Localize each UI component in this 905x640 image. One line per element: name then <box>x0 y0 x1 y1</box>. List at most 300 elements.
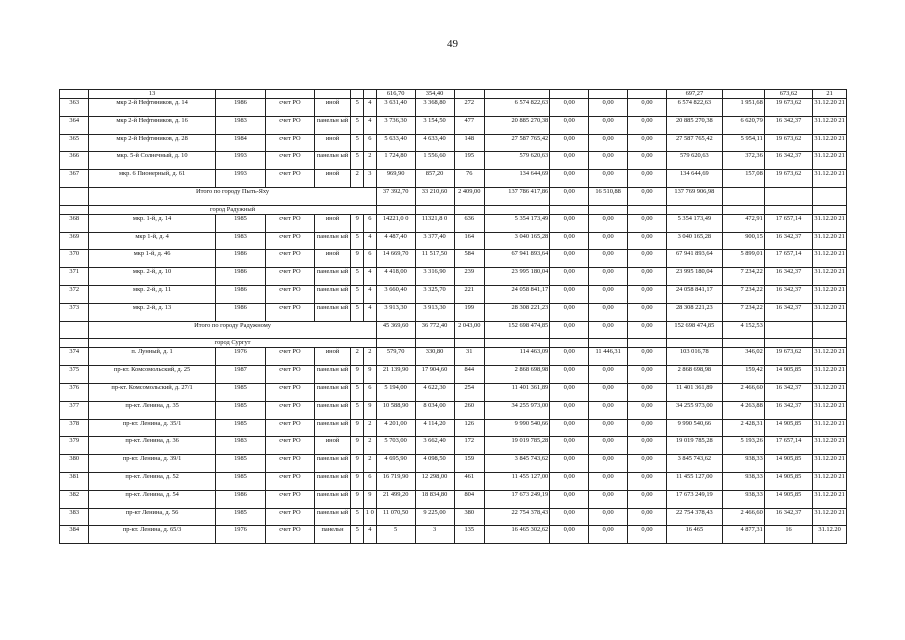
table-cell: 5 <box>351 134 364 152</box>
table-cell: 20 885 270,38 <box>485 116 550 134</box>
table-cell: п. Лунный, д. 1 <box>89 348 215 366</box>
table-cell: панельн ый <box>314 472 351 490</box>
table-cell: панельн ый <box>314 285 351 303</box>
table-cell: 3 316,90 <box>415 268 454 286</box>
table-cell: 1986 <box>215 303 266 321</box>
table-cell: счет РО <box>266 348 314 366</box>
table-cell: 0,00 <box>550 152 589 170</box>
table-cell: 31.12.20 21 <box>813 99 847 117</box>
table-cell: мкр. 2-й, д. 10 <box>89 268 215 286</box>
table-cell: 27 587 765,42 <box>485 134 550 152</box>
table-cell: 3 660,40 <box>376 285 415 303</box>
table-cell: 2 466,60 <box>722 508 764 526</box>
table-cell: 4 263,88 <box>722 401 764 419</box>
table-cell: 0,00 <box>628 285 667 303</box>
table-row <box>60 250 847 268</box>
table-cell: счет РО <box>266 366 314 384</box>
table-cell: счет РО <box>266 437 314 455</box>
table-cell: 6 <box>364 472 377 490</box>
total-row <box>60 321 847 339</box>
table-cell: 0,00 <box>589 232 628 250</box>
table-cell: 354,40 <box>415 90 454 99</box>
table-cell: 159 <box>454 455 485 473</box>
table-cell: 375 <box>60 366 89 384</box>
table-cell: 3 913,30 <box>415 303 454 321</box>
table-cell: 579 620,63 <box>666 152 722 170</box>
table-row <box>60 508 847 526</box>
table-cell: 11 517,50 <box>415 250 454 268</box>
table-cell <box>454 339 485 348</box>
table-cell: пр-кт. Комсомольский, д. 25 <box>89 366 215 384</box>
table-cell: 0,00 <box>550 383 589 401</box>
table-cell: 31.12.20 21 <box>813 401 847 419</box>
table-cell: 804 <box>454 490 485 508</box>
table-cell: 12 298,00 <box>415 472 454 490</box>
table-cell: 0,00 <box>628 437 667 455</box>
table-cell: 0,00 <box>550 285 589 303</box>
table-cell: счет РО <box>266 508 314 526</box>
table-cell: мкр. 6 Пионерный, д. 61 <box>89 170 215 188</box>
table-cell: 2 428,31 <box>722 419 764 437</box>
table-cell <box>364 90 377 99</box>
table-cell: 6 <box>364 134 377 152</box>
table-cell <box>722 205 764 214</box>
table-cell: 24 058 841,17 <box>485 285 550 303</box>
table-cell: 380 <box>454 508 485 526</box>
table-cell: 11 455 127,00 <box>666 472 722 490</box>
table-cell: 31.12.20 21 <box>813 455 847 473</box>
table-cell: 0,00 <box>589 170 628 188</box>
table-cell: 9 <box>351 366 364 384</box>
table-cell: 636 <box>454 214 485 232</box>
table-cell: 4 201,00 <box>376 419 415 437</box>
table-cell: 376 <box>60 383 89 401</box>
table-cell: 16 342,37 <box>764 383 812 401</box>
table-cell: счет РО <box>266 134 314 152</box>
table-cell: 2 466,60 <box>722 383 764 401</box>
table-cell: иной <box>314 250 351 268</box>
table-cell: 3 662,40 <box>415 437 454 455</box>
table-cell: 378 <box>60 419 89 437</box>
table-cell: 6 <box>364 383 377 401</box>
table-cell: панельн ый <box>314 268 351 286</box>
table-cell: 0,00 <box>628 526 667 544</box>
total-cell: 2 409,00 <box>454 187 485 205</box>
table-row <box>60 419 847 437</box>
table-cell: 17 673 249,19 <box>485 490 550 508</box>
table-cell: 9 990 540,66 <box>485 419 550 437</box>
table-cell: 0,00 <box>589 366 628 384</box>
table-cell: 2 868 698,98 <box>666 366 722 384</box>
table-cell: 0,00 <box>628 268 667 286</box>
total-cell: 137 786 417,86 <box>485 187 550 205</box>
table-cell: 0,00 <box>628 508 667 526</box>
table-cell: 134 644,69 <box>485 170 550 188</box>
total-cell: 4 152,53 <box>722 321 764 339</box>
table-cell: 0,00 <box>550 348 589 366</box>
table-cell: 584 <box>454 250 485 268</box>
table-cell: 31.12.20 21 <box>813 170 847 188</box>
table-cell: 0,00 <box>589 268 628 286</box>
table-cell: 9 990 540,66 <box>666 419 722 437</box>
table-cell <box>550 339 589 348</box>
table-cell: 1 951,68 <box>722 99 764 117</box>
table-cell: 239 <box>454 268 485 286</box>
table-cell: мкр 1-й, д. 46 <box>89 250 215 268</box>
table-cell: 1986 <box>215 99 266 117</box>
table-cell: 365 <box>60 134 89 152</box>
table-cell: 0,00 <box>589 401 628 419</box>
table-cell: 364 <box>60 116 89 134</box>
total-cell <box>764 187 812 205</box>
table-cell: пр-кт. Ленина, д. 35/1 <box>89 419 215 437</box>
table-cell <box>485 90 550 99</box>
table-cell: 5 <box>351 285 364 303</box>
table-cell: 381 <box>60 472 89 490</box>
table-cell: 6 574 822,63 <box>666 99 722 117</box>
table-cell: 9 <box>351 455 364 473</box>
table-cell: 14 905,85 <box>764 366 812 384</box>
table-cell: 374 <box>60 348 89 366</box>
table-cell: 24 058 841,17 <box>666 285 722 303</box>
table-cell: 23 995 180,04 <box>666 268 722 286</box>
table-cell: 472,91 <box>722 214 764 232</box>
table-cell: 3 631,40 <box>376 99 415 117</box>
table-row <box>60 526 847 544</box>
table-cell: 28 308 221,23 <box>485 303 550 321</box>
table-cell: 477 <box>454 116 485 134</box>
table-cell: 4 <box>364 232 377 250</box>
table-cell: панельн ый <box>314 419 351 437</box>
table-cell: 2 868 698,98 <box>485 366 550 384</box>
table-cell: 5 354 173,49 <box>485 214 550 232</box>
total-cell: 0,00 <box>628 321 667 339</box>
table-cell: мкр. 2-й, д. 13 <box>89 303 215 321</box>
table-cell <box>376 205 415 214</box>
table-cell <box>266 90 314 99</box>
table-cell: 172 <box>454 437 485 455</box>
table-cell: мкр 1-й, д. 4 <box>89 232 215 250</box>
city-header-row <box>60 339 847 348</box>
table-cell: счет РО <box>266 214 314 232</box>
table-cell: 10 588,90 <box>376 401 415 419</box>
table-row <box>60 348 847 366</box>
table-cell: 9 225,00 <box>415 508 454 526</box>
table-cell: пр-кт. Ленина, д. 35 <box>89 401 215 419</box>
table-cell: счет РО <box>266 472 314 490</box>
table-cell: 5 <box>376 526 415 544</box>
table-row <box>60 90 847 99</box>
table-cell: 31.12.20 21 <box>813 366 847 384</box>
table-cell: 3 845 743,62 <box>485 455 550 473</box>
table-cell: 4 487,40 <box>376 232 415 250</box>
table-cell: пр-кт. Комсомольский, д. 27/1 <box>89 383 215 401</box>
table-cell: 34 255 973,00 <box>485 401 550 419</box>
table-cell: 857,20 <box>415 170 454 188</box>
table-cell: 9 <box>351 214 364 232</box>
table-cell: 4 098,50 <box>415 455 454 473</box>
table-cell: 0,00 <box>628 134 667 152</box>
table-cell: 0,00 <box>628 383 667 401</box>
table-cell: 4 633,40 <box>415 134 454 152</box>
table-cell: пр-кт Ленина, д. 56 <box>89 508 215 526</box>
table-cell <box>813 339 847 348</box>
table-cell: мкр. 2-й, д. 11 <box>89 285 215 303</box>
table-cell <box>454 90 485 99</box>
table-cell: иной <box>314 170 351 188</box>
table-cell: 126 <box>454 419 485 437</box>
table-cell: 17 657,14 <box>764 250 812 268</box>
table-cell: 14 669,70 <box>376 250 415 268</box>
table-cell: 31.12.20 21 <box>813 508 847 526</box>
table-cell: 19 019 785,28 <box>485 437 550 455</box>
table-cell: панельн ый <box>314 455 351 473</box>
table-cell: 1985 <box>215 508 266 526</box>
table-cell: 844 <box>454 366 485 384</box>
table-cell: 4 <box>364 303 377 321</box>
table-row <box>60 401 847 419</box>
table-cell <box>764 339 812 348</box>
table-cell: 3 154,50 <box>415 116 454 134</box>
table-cell: 199 <box>454 303 485 321</box>
table-cell: 1986 <box>215 285 266 303</box>
table-cell: 3 845 743,62 <box>666 455 722 473</box>
total-row <box>60 187 847 205</box>
table-cell: пр-кт. Ленина, д. 39/1 <box>89 455 215 473</box>
table-cell <box>813 205 847 214</box>
table-cell: 16 342,37 <box>764 285 812 303</box>
table-cell: 380 <box>60 455 89 473</box>
table-cell: 31.12.20 21 <box>813 383 847 401</box>
table-cell: 16 719,90 <box>376 472 415 490</box>
table-cell: 5 <box>351 116 364 134</box>
table-cell: 382 <box>60 490 89 508</box>
table-cell: мкр. 5-й Солнечный, д. 10 <box>89 152 215 170</box>
table-cell: 0,00 <box>628 472 667 490</box>
table-row <box>60 214 847 232</box>
table-cell: 16 465 <box>666 526 722 544</box>
table-cell: пр-кт. Ленина, д. 36 <box>89 437 215 455</box>
table-cell: 0,00 <box>628 490 667 508</box>
table-cell: панельн ый <box>314 490 351 508</box>
table-cell: 3 040 165,28 <box>666 232 722 250</box>
table-cell: 0,00 <box>550 472 589 490</box>
table-cell <box>60 187 89 205</box>
total-cell: 137 769 906,98 <box>666 187 722 205</box>
table-cell: 4 <box>364 99 377 117</box>
table-cell: 3 <box>415 526 454 544</box>
table-cell <box>60 339 89 348</box>
table-cell: 16 342,37 <box>764 508 812 526</box>
table-cell: 1 0 <box>364 508 377 526</box>
table-cell: 31 <box>454 348 485 366</box>
table-cell: 17 673 249,19 <box>666 490 722 508</box>
table-cell: 9 <box>364 490 377 508</box>
total-cell: 152 698 474,85 <box>485 321 550 339</box>
table-cell: 34 255 973,00 <box>666 401 722 419</box>
total-cell: 33 210,60 <box>415 187 454 205</box>
table-cell: 4 <box>364 268 377 286</box>
table-cell: 1985 <box>215 383 266 401</box>
total-cell <box>813 321 847 339</box>
table-cell: 461 <box>454 472 485 490</box>
table-cell: 0,00 <box>550 303 589 321</box>
table-cell: 379 <box>60 437 89 455</box>
table-cell <box>589 339 628 348</box>
city-label: город Радужный <box>89 205 376 214</box>
table-cell: панельн ый <box>314 152 351 170</box>
table-row <box>60 99 847 117</box>
table-cell: панельн ый <box>314 303 351 321</box>
table-cell: 0,00 <box>550 99 589 117</box>
table-cell <box>764 205 812 214</box>
table-cell: 0,00 <box>550 366 589 384</box>
table-cell: 17 657,14 <box>764 437 812 455</box>
table-cell: 5 703,00 <box>376 437 415 455</box>
table-row <box>60 455 847 473</box>
table-cell: 372 <box>60 285 89 303</box>
table-cell: счет РО <box>266 268 314 286</box>
table-cell: счет РО <box>266 526 314 544</box>
total-cell: 0,00 <box>628 187 667 205</box>
table-cell: панельн ый <box>314 401 351 419</box>
table-cell: 0,00 <box>550 508 589 526</box>
table-cell: 16 342,37 <box>764 232 812 250</box>
table-cell: 5 354 173,49 <box>666 214 722 232</box>
table-cell <box>628 339 667 348</box>
table-cell: 16 342,37 <box>764 401 812 419</box>
table-cell: 0,00 <box>628 250 667 268</box>
table-cell: 2 <box>364 455 377 473</box>
table-cell: мкр 2-й Нефтяников, д. 16 <box>89 116 215 134</box>
table-cell: 11 070,50 <box>376 508 415 526</box>
table-cell: 4 <box>364 285 377 303</box>
table-cell: 938,33 <box>722 490 764 508</box>
table-cell: 5 <box>351 99 364 117</box>
table-cell: 0,00 <box>589 383 628 401</box>
table-cell: 5 633,40 <box>376 134 415 152</box>
table-cell: 0,00 <box>589 134 628 152</box>
table-cell: счет РО <box>266 490 314 508</box>
table-cell <box>550 205 589 214</box>
table-cell: 697,27 <box>666 90 722 99</box>
table-cell: 1 724,80 <box>376 152 415 170</box>
table-cell: 0,00 <box>628 99 667 117</box>
table-cell: 371 <box>60 268 89 286</box>
table-cell: 1993 <box>215 170 266 188</box>
table-cell: 0,00 <box>628 116 667 134</box>
table-cell: 579 620,63 <box>485 152 550 170</box>
table-cell <box>314 90 351 99</box>
table-row <box>60 152 847 170</box>
table-cell: 363 <box>60 99 89 117</box>
table-cell: 17 904,60 <box>415 366 454 384</box>
table-row <box>60 170 847 188</box>
table-cell <box>628 205 667 214</box>
table-cell: 11 455 127,00 <box>485 472 550 490</box>
table-cell: иной <box>314 134 351 152</box>
table-cell: 4 <box>364 526 377 544</box>
table-cell: 31.12.20 21 <box>813 285 847 303</box>
table-cell: панельн <box>314 526 351 544</box>
table-cell: 5 <box>351 383 364 401</box>
table-cell: 1983 <box>215 232 266 250</box>
table-cell: 1976 <box>215 348 266 366</box>
table-cell: 0,00 <box>550 268 589 286</box>
table-row <box>60 472 847 490</box>
table-cell: 938,33 <box>722 455 764 473</box>
table-cell: 1985 <box>215 419 266 437</box>
table-cell: 16 342,37 <box>764 303 812 321</box>
table-cell: 19 673,62 <box>764 99 812 117</box>
table-cell: пр-кт. Ленина, д. 54 <box>89 490 215 508</box>
table-cell: 4 <box>364 116 377 134</box>
table-cell: иной <box>314 214 351 232</box>
table-cell: 31.12.20 <box>813 526 847 544</box>
table-cell <box>351 90 364 99</box>
table-cell: 16 342,37 <box>764 116 812 134</box>
table-cell: 22 754 378,43 <box>666 508 722 526</box>
table-cell: 0,00 <box>589 490 628 508</box>
table-cell: 0,00 <box>628 232 667 250</box>
table-cell: 9 <box>364 401 377 419</box>
table-cell: 9 <box>351 419 364 437</box>
table-cell: 0,00 <box>550 170 589 188</box>
table-cell <box>454 205 485 214</box>
table-cell: 13 <box>89 90 215 99</box>
table-cell: 76 <box>454 170 485 188</box>
table-cell: счет РО <box>266 152 314 170</box>
table-cell <box>722 339 764 348</box>
table-cell: 4 114,20 <box>415 419 454 437</box>
table-cell: 1987 <box>215 366 266 384</box>
table-cell: 3 <box>364 170 377 188</box>
table-cell: иной <box>314 99 351 117</box>
table-cell: 31.12.20 21 <box>813 152 847 170</box>
table-cell: 19 019 785,28 <box>666 437 722 455</box>
houses-table <box>59 89 847 544</box>
table-cell: 2 <box>364 437 377 455</box>
table-cell: 7 234,22 <box>722 303 764 321</box>
table-cell: 21 139,90 <box>376 366 415 384</box>
table-cell: 19 673,62 <box>764 170 812 188</box>
table-cell: 4 877,31 <box>722 526 764 544</box>
table-cell <box>550 90 589 99</box>
table-cell: 5 <box>351 232 364 250</box>
table-cell: 0,00 <box>628 170 667 188</box>
table-cell: 0,00 <box>589 99 628 117</box>
page-number: 49 <box>447 38 458 50</box>
table-cell: 31.12.20 21 <box>813 134 847 152</box>
table-cell: 5 193,26 <box>722 437 764 455</box>
table-cell: 157,08 <box>722 170 764 188</box>
table-cell: 0,00 <box>550 526 589 544</box>
table-cell: счет РО <box>266 250 314 268</box>
table-cell: 367 <box>60 170 89 188</box>
table-cell: 0,00 <box>550 419 589 437</box>
table-cell: 6 574 822,63 <box>485 99 550 117</box>
table-cell: 31.12.20 21 <box>813 348 847 366</box>
table-cell: панельн ый <box>314 232 351 250</box>
table-cell: 0,00 <box>589 472 628 490</box>
table-cell: 0,00 <box>550 401 589 419</box>
table-cell: 31.12.20 21 <box>813 490 847 508</box>
table-cell: счет РО <box>266 419 314 437</box>
table-cell: 5 <box>351 303 364 321</box>
table-cell: 22 754 378,43 <box>485 508 550 526</box>
total-label: Итого по городу Пыть-Яху <box>89 187 376 205</box>
table-cell: 0,00 <box>628 303 667 321</box>
